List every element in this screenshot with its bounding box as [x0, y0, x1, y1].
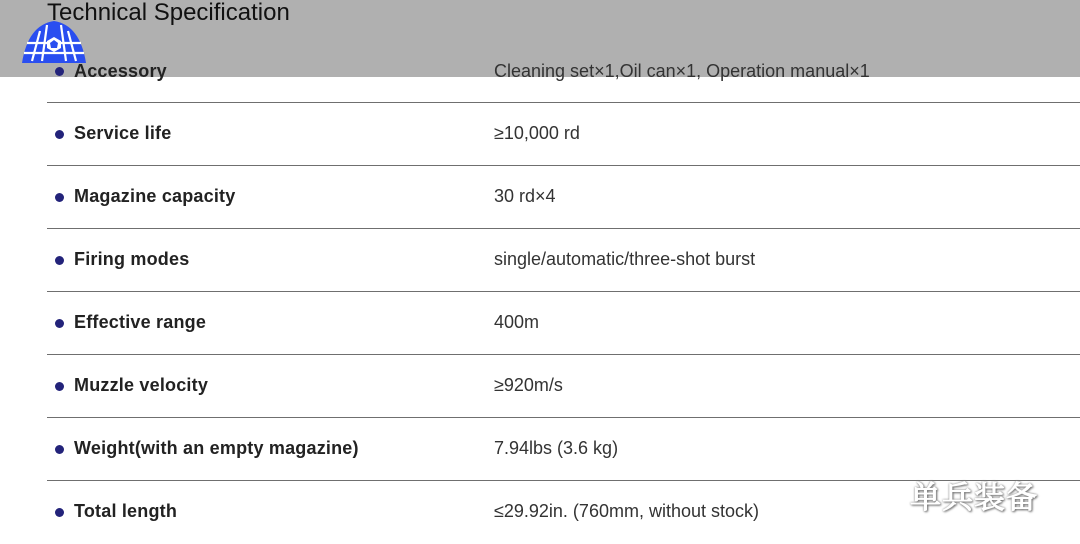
spec-value: 30 rd×4 [494, 186, 556, 206]
bullet-icon [55, 445, 64, 454]
bullet-icon [55, 130, 64, 139]
spec-row [47, 166, 1080, 229]
spec-value: ≥920m/s [494, 375, 563, 395]
spec-label: Firing modes [74, 249, 190, 269]
bullet-icon [55, 193, 64, 202]
bullet-icon [55, 382, 64, 391]
spec-label: Muzzle velocity [74, 375, 209, 395]
bullet-icon [55, 256, 64, 265]
spec-value: single/automatic/three-shot burst [494, 249, 756, 269]
spec-value: ≤29.92in. (760mm, without stock) [494, 501, 759, 521]
spec-label: Accessory [74, 61, 167, 81]
page-title: Technical Specification [47, 0, 290, 26]
spec-label: Magazine capacity [74, 186, 236, 206]
bullet-icon [55, 508, 64, 517]
bullet-icon [55, 67, 64, 76]
spec-row [47, 40, 1080, 103]
spec-row [47, 103, 1080, 166]
spec-table [47, 40, 1080, 544]
spec-row [47, 355, 1080, 418]
spec-label: Effective range [74, 312, 207, 332]
spec-label: Service life [74, 123, 172, 143]
spec-label: Total length [74, 501, 178, 521]
spec-label: Weight(with an empty magazine) [74, 438, 359, 458]
watermark-text: 单兵装备 [910, 480, 1038, 516]
spec-row [47, 229, 1080, 292]
spec-value: 7.94lbs (3.6 kg) [494, 438, 619, 458]
bullet-icon [55, 319, 64, 328]
spec-row [47, 292, 1080, 355]
spec-value: Cleaning set×1,Oil can×1, Operation manual×1 [494, 61, 870, 81]
spec-value: 400m [494, 312, 540, 332]
spec-value: ≥10,000 rd [494, 123, 580, 143]
